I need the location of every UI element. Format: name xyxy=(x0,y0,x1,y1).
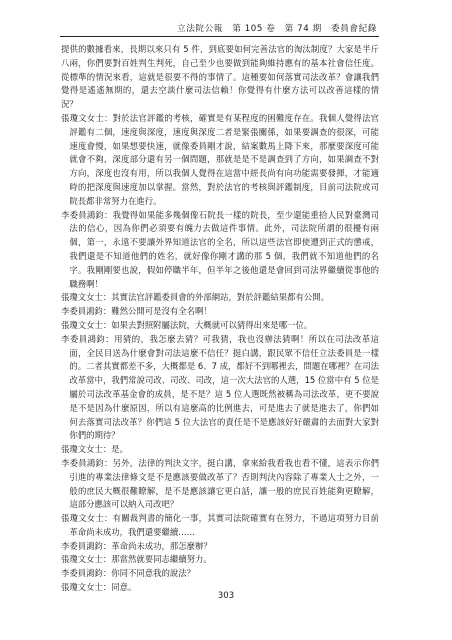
transcript-paragraph: 李委員鴻鈞：我覺得如果能多幾個像石院長一樣的院長，至少還能重拾人民對臺灣司法的信心，因為你們必須要有魄力去做這件事情。此外，司法院所謂的很擾有兩個，第一，永遠不要讓外界知道法官的全名，所以這些法官即使遭到正式的懲戒，我們還是不知道他們的姓名，就好像你剛才講的那 5 個，我們就不知道他們的名字。我剛剛要也說，假如停職半年，但半年之後他還是會回到司法界繼續從事他的職務啊！ xyxy=(61,209,379,289)
transcript-paragraph: 張瓊文女士：如果去對照附屬法院，大概就可以猜得出來是哪一位。 xyxy=(61,319,313,330)
page-number: 303 xyxy=(217,591,235,601)
transcript-paragraph: 提供的數據看來，長期以來只有 5 件，到底要如何完善法官的淘汰制度？大家是半斤八兩，你們要對百姓判生判死，自己至少也要做到能夠維持應有的基本社會信任度。從標準的情況來看，這就是很要不得的事情了。這種要如何落實司法改革？會讓我們覺得是遙遙無期的，還去空談什麼司法信賴！你覺得有什麼方法可以改善這樣的情況？ xyxy=(61,44,379,110)
transcript-paragraph: 李委員鴻鈞：難然公開可是沒有全名啊！ xyxy=(61,306,212,317)
transcript-paragraph: 李委員鴻鈞：你同不同意我的說法？ xyxy=(61,568,195,579)
transcript-paragraph: 張瓊文女士：其實法官評鑑委員會的外部網站，對於評鑑結果都有公開。 xyxy=(61,292,329,303)
transcript-paragraph: 李委員鴻鈞：革命尚未成功，那怎麼辦？ xyxy=(61,540,212,551)
transcript-paragraph: 張瓊文女士：有關裁判書的簡化一事，其實司法院確實有在努力，不過這項努力目前革命尚未成功，我們還要繼續…… xyxy=(61,513,379,537)
transcript-paragraph: 張瓊文女士：是。 xyxy=(61,444,128,455)
transcript-paragraph: 李委員鴻鈞：用猜的，我怎麼去猜？可我猜，我也沒辦法猜啊！所以在司法改革這面，全民目送為什麼會對司法這麼不信任？挺白講，跟民眾不信任立法委員是一樣的。二者其實都差不多，大概都是 6、7 成，都好不到哪裡去，問題在哪裡？在司法改革當中，我們常說司改、司改、司改，這一次大法官的人選，15 位當中有 5 位是屬於司法改革基金會的成員，是不是？這 5 位人選既然被稱為司法改革，更不要說是不是因為什麼原因，所以有這麼高的比例進去，可是進去了就是進去了，你們如何去落實司法改革？你們這 5 位大法官的責任是不是應該好好嚴肅的去面對大家對你們的期待？ xyxy=(61,333,379,441)
page-header: 立法院公報 第 105 卷 第 74 期 委員會紀錄 xyxy=(177,24,377,34)
transcript-paragraph: 張瓊文女士：那當然就要同志繼續努力。 xyxy=(61,554,212,565)
transcript-paragraph: 張瓊文女士：對於法官評鑑的考核，確實是有某程度的困難度存在。我個人覺得法官評鑑有二個，速度與深度，速度與深度二者是緊張關係，如果要調查的很深，可能速度會慢，如果想要快速，就像委員剛才說，結案數馬上降下來，那麼要深度可能就會不夠，深度部分還有另一個問題，那就是是不是調查到了方向，如果調查不對方向，深度也沒有用，所以我個人覺得在這當中經長尚有向功能需要發揮，才能適時的把深度與速度加以掌握。當然，對於法官的考核與評鑑制度，目前司法院或司院長都非常努力在進行。 xyxy=(61,112,379,206)
transcript-body xyxy=(61,43,379,595)
transcript-paragraph: 張瓊文女士：同意。 xyxy=(61,582,137,593)
header-divider xyxy=(60,36,379,37)
transcript-paragraph: 李委員鴻鈞：另外，法律的判決文字，挺白講，拿來給我看我也看不懂，這表示你們引進的專業法律條文是不是應該要做改革了？否則判決內容除了專業人士之外，一般的庶民大概很難瞭解，是不是應該讓它更白話，讓一般的庶民百姓能夠更瞭解，這部分應該可以納入司改吧？ xyxy=(61,457,379,510)
